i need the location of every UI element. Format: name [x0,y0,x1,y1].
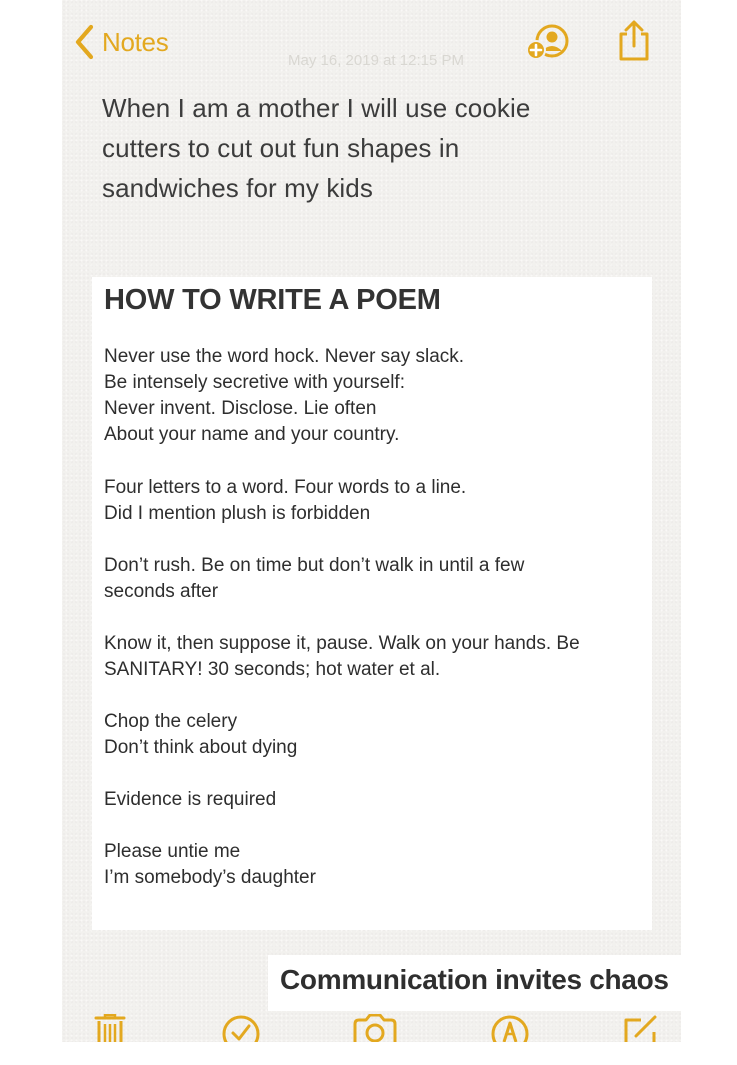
share-button[interactable] [616,20,652,62]
poem-stanza [104,631,644,683]
poem-title: HOW TO WRITE A POEM [104,284,441,316]
poem-line: I’m somebody’s daughter [104,867,316,888]
caption-text: Communication invites chaos [280,964,669,995]
poem-line: Did I mention plush is forbidden [104,503,371,524]
poem-card [92,277,652,930]
poem-line: Four letters to a word. Four words to a line. [104,477,467,498]
caption-box [268,955,737,1011]
compose-button[interactable] [621,1014,661,1042]
markup-button[interactable] [490,1014,530,1042]
poem-line: Know it, then suppose it, pause. Walk on your hands. Be [104,633,580,654]
intro-line: When I am a mother I will use cookie [102,93,531,123]
trash-icon [93,1014,127,1042]
poem-stanza [104,475,644,527]
intro-line: sandwiches for my kids [102,173,373,203]
markup-pen-icon [490,1014,530,1042]
poem-line: About your name and your country. [104,424,400,445]
poem-line: Never invent. Disclose. Lie often [104,398,377,419]
poem-line: Chop the celery [104,711,238,732]
poem-stanza [104,787,644,813]
poem-line: seconds after [104,581,219,602]
poem-line: Be intensely secretive with yourself: [104,372,405,393]
poem-line: Evidence is required [104,789,277,810]
checkmark-circle-icon [221,1014,261,1042]
poem-line: SANITARY! 30 seconds; hot water et al. [104,659,441,680]
poem-line: Please untie me [104,841,241,862]
poem-line: Don’t rush. Be on time but don’t walk in until a few [104,555,525,576]
add-person-button[interactable] [524,23,572,61]
poem-stanza [104,344,644,448]
back-to-notes-button[interactable] [74,22,168,62]
trash-button[interactable] [93,1014,127,1042]
note-date: May 16, 2019 at 12:15 PM [288,52,464,69]
poem-stanza [104,839,644,891]
add-person-icon [524,23,572,61]
camera-button[interactable] [352,1014,398,1042]
poem-stanza [104,553,644,605]
share-icon [616,20,652,62]
poem-line: Don’t think about dying [104,737,298,758]
checklist-button[interactable] [221,1014,261,1042]
poem-line: Never use the word hock. Never say slack. [104,346,465,367]
chevron-left-icon [74,24,96,60]
compose-icon [621,1014,661,1042]
intro-line: cutters to cut out fun shapes in [102,133,460,163]
camera-icon [352,1014,398,1042]
poem-stanza [104,709,644,761]
note-intro-text [102,88,622,208]
back-label: Notes [102,26,169,57]
